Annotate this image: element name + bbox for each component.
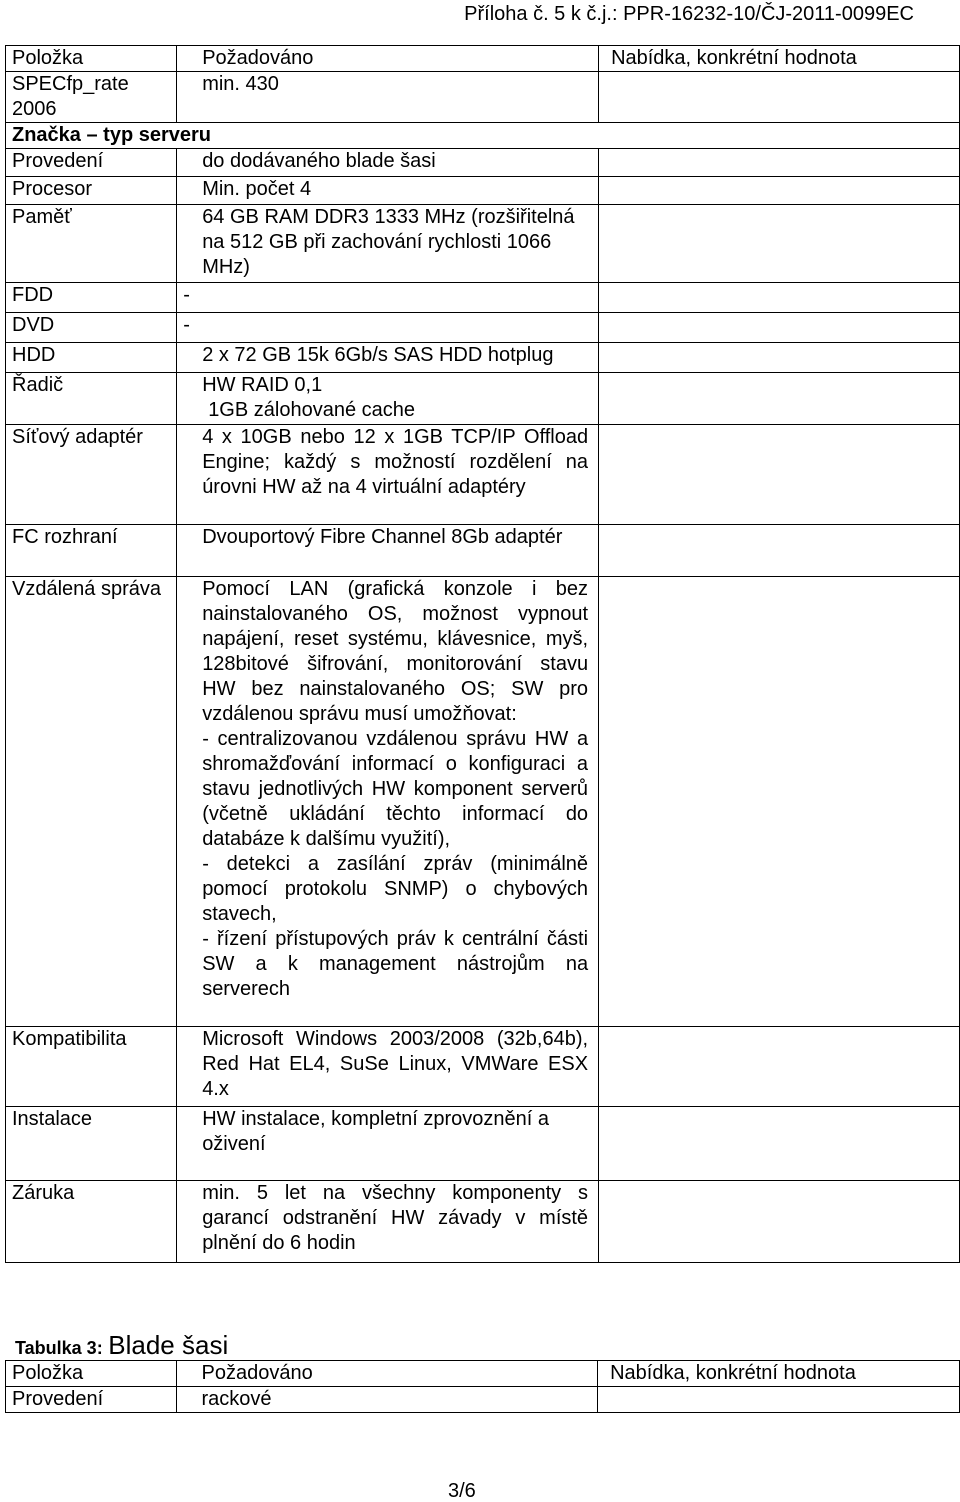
row-required — [177, 373, 599, 425]
row-offer — [599, 1027, 960, 1107]
table-row — [6, 577, 960, 1027]
row-item: Procesor — [6, 177, 177, 205]
row-offer — [599, 1107, 960, 1181]
remote-management-intro: Pomocí LAN (grafická konzole i bez nainstalovaného OS, možnost vypnout napájení, reset systému, klávesnice, myš, 128bitové šifrování, monitorování stavu HW bez nainstalovaného OS; SW pro vzdálenou správu musí umožňovat: — [202, 578, 589, 725]
cache-size: 1GB zálohované cache — [208, 399, 415, 421]
row-required: - — [177, 283, 599, 313]
row-offer — [599, 343, 960, 373]
row-item: SPECfp_rate 2006 — [6, 72, 177, 123]
row-required: Min. počet 4 — [177, 177, 599, 205]
header-item: Položka — [6, 1361, 177, 1387]
row-item: Síťový adaptér — [6, 425, 177, 525]
row-required: min. 430 — [177, 72, 599, 123]
row-offer — [599, 177, 960, 205]
row-item: HDD — [6, 343, 177, 373]
row-required: 64 GB RAM DDR3 1333 MHz (rozšiřitelná na 512 GB při zachování rychlosti 1066 MHz) — [177, 205, 599, 283]
row-offer — [599, 1181, 960, 1263]
caption-label: Tabulka 3: — [15, 1338, 103, 1358]
row-offer — [599, 149, 960, 177]
table-header-row — [6, 46, 960, 72]
table-row — [6, 313, 960, 343]
row-item: Záruka — [6, 1181, 177, 1263]
row-required: rackové — [176, 1387, 598, 1413]
row-item: FDD — [6, 283, 177, 313]
document-reference: Příloha č. 5 k č.j.: PPR-16232-10/ČJ-2011-0099EC — [464, 3, 914, 25]
header-required: Požadováno — [176, 1361, 598, 1387]
server-spec-table — [5, 45, 960, 1263]
row-required — [177, 577, 599, 1027]
table-caption — [15, 1330, 228, 1363]
header-offer: Nabídka, konkrétní hodnota — [599, 46, 960, 72]
row-offer — [598, 1387, 960, 1413]
row-offer — [599, 425, 960, 525]
row-offer — [599, 525, 960, 577]
table-row — [6, 1387, 960, 1413]
row-offer — [599, 72, 960, 123]
section-row — [6, 123, 960, 149]
header-offer: Nabídka, konkrétní hodnota — [598, 1361, 960, 1387]
blade-chassis-table — [5, 1360, 960, 1413]
row-item: Paměť — [6, 205, 177, 283]
remote-management-point: - řízení přístupových práv k centrální části SW a k management nástrojům na serverech — [202, 928, 589, 1000]
row-offer — [599, 313, 960, 343]
table-row — [6, 1027, 960, 1107]
caption-title: Blade šasi — [108, 1330, 229, 1360]
row-offer — [599, 283, 960, 313]
row-required: 4 x 10GB nebo 12 x 1GB TCP/IP Offload Engine; každý s možností rozdělení na úrovni HW až na 4 virtuální adaptéry — [177, 425, 599, 525]
section-title: Značka – typ serveru — [6, 123, 960, 149]
table-row — [6, 72, 960, 123]
row-offer — [599, 577, 960, 1027]
page-number: 3/6 — [448, 1480, 476, 1502]
table-row — [6, 1107, 960, 1181]
row-offer — [599, 373, 960, 425]
raid-level: HW RAID 0,1 — [202, 374, 323, 396]
row-item: Řadič — [6, 373, 177, 425]
row-item: FC rozhraní — [6, 525, 177, 577]
row-required: Dvouportový Fibre Channel 8Gb adaptér — [177, 525, 599, 577]
header-item: Položka — [6, 46, 177, 72]
row-item: DVD — [6, 313, 177, 343]
table-row — [6, 425, 960, 525]
row-required: min. 5 let na všechny komponenty s garancí odstranění HW závady v místě plnění do 6 hodin — [177, 1181, 599, 1263]
row-item: Vzdálená správa — [6, 577, 177, 1027]
row-required: 2 x 72 GB 15k 6Gb/s SAS HDD hotplug — [177, 343, 599, 373]
header-required: Požadováno — [177, 46, 599, 72]
row-item: Kompatibilita — [6, 1027, 177, 1107]
table-row — [6, 283, 960, 313]
table-row — [6, 373, 960, 425]
table-row — [6, 149, 960, 177]
row-required: do dodávaného blade šasi — [177, 149, 599, 177]
row-item: Provedení — [6, 149, 177, 177]
row-required: - — [177, 313, 599, 343]
row-offer — [599, 205, 960, 283]
remote-management-point: - centralizovanou vzdálenou správu HW a shromažďování informací o konfiguraci a stavu jednotlivých HW komponent serverů (včetně ukládání těchto informací do databáze k dalšímu využití), — [202, 728, 589, 850]
row-required: Microsoft Windows 2003/2008 (32b,64b), Red Hat EL4, SuSe Linux, VMWare ESX 4.x — [177, 1027, 599, 1107]
row-item: Provedení — [6, 1387, 177, 1413]
remote-management-point: - detekci a zasílání zpráv (minimálně pomocí protokolu SNMP) o chybových stavech, — [202, 853, 589, 925]
table-header-row — [6, 1361, 960, 1387]
table-row — [6, 343, 960, 373]
table-row — [6, 177, 960, 205]
table-row — [6, 525, 960, 577]
table-row — [6, 1181, 960, 1263]
row-item: Instalace — [6, 1107, 177, 1181]
row-required: HW instalace, kompletní zprovoznění a oživení — [177, 1107, 599, 1181]
table-row — [6, 205, 960, 283]
